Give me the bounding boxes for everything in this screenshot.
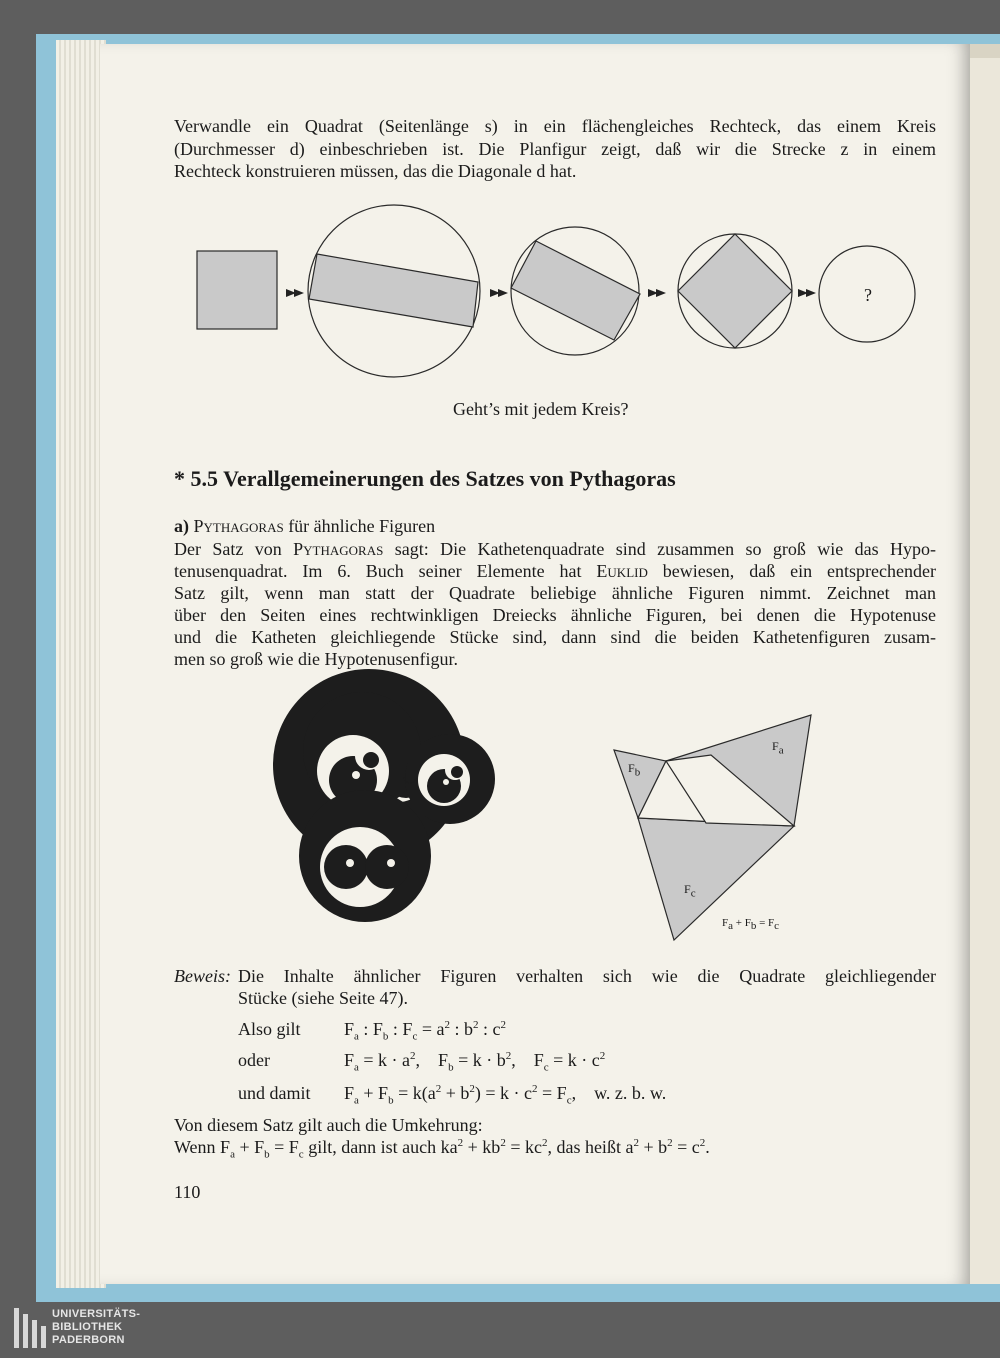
subsection-rest: für ähnliche Figuren [283,516,436,536]
converse-line-2: Wenn $F_a + F_b = F_c$ gilt, dann ist auch $ka^2 + kb^2 = kc^2$, das heißt $a^2 + b^2 = c^2$. [174,1137,710,1161]
para-line-2: tenusenquadrat. Im 6. Buch seiner Elemente hat Euklid bewiesen, daß ein entsprechender [174,561,936,581]
page-edges [56,40,106,1288]
logo-line-1: UNIVERSITÄTS- [52,1308,141,1320]
figure-equation: $F_a + F_b = F_c$ [722,917,780,933]
formula-ratio: $F_a$ : $F_b$ : $F_c = a^2$ : $b^2$ : $c^2$ [344,1019,506,1043]
page-number: 110 [174,1182,201,1202]
formula-sum: $F_a + F_b = k(a^2 + b^2) = k \cdot c^2 = F_c$, w. z. b. w. [344,1083,667,1107]
proof-label: Beweis: [174,966,231,986]
para-line-4: über den Seiten eines rechtwinkligen Dreiecks ähnliche Figuren, bei denen die Hypotenuse [174,605,936,625]
logo-line-2: BIBLIOTHEK [52,1321,123,1333]
subsection-marker: a) [174,516,189,536]
intro-line-2: (Durchmesser d) einbeschrieben ist. Die Planfigur zeigt, daß wir die Strecke z in einem [174,139,936,159]
proof-line-2: Stücke (siehe Seite 47). [238,988,408,1008]
name-pythagoras: Pythagoras [293,539,384,559]
section-heading: * 5.5 Verallgemeinerungen des Satzes von Pythagoras [174,466,676,491]
label-fc: $F_c$ [684,882,696,900]
name-pythagoras: Pythagoras [193,516,284,536]
question-mark: ? [864,285,872,305]
intro-line-3: Rechteck konstruieren müssen, das die Diagonale d hat. [174,161,577,181]
para-line-6: men so groß wie die Hypotenusenfigur. [174,649,458,669]
library-logo [14,1308,214,1352]
name-euklid: Euklid [596,561,648,581]
also-gilt-label: Also gilt [238,1019,301,1039]
para-line-1: Der Satz von Pythagoras sagt: Die Kathetenquadrate sind zusammen so groß wie das Hypo- [174,539,936,559]
book-page [100,44,970,1284]
oder-label: oder [238,1050,270,1070]
proof-line-1: Die Inhalte ähnlicher Figuren verhalten sich wie die Quadrate gleichliegender [238,966,936,986]
formula-proportional: $F_a = k \cdot a^2$, $F_b = k \cdot b^2$, $F_c = k \cdot c^2$ [344,1050,606,1074]
para-line-3: Satz gilt, wenn man statt der Quadrate beliebige ähnliche Figuren nimmt. Zeichnet man [174,583,936,603]
para-line-5: und die Katheten gleichliegende Stücke sind, dann sind die beiden Kathetenfiguren zusam- [174,627,936,647]
next-page-edge [968,44,1000,1284]
similar-figures-diagram [100,44,970,964]
label-fa: $F_a$ [772,739,784,757]
wzbw: w. z. b. w. [594,1083,667,1103]
label-fb: $F_b$ [628,761,641,779]
und-damit-label: und damit [238,1083,311,1103]
converse-line-1: Von diesem Satz gilt auch die Umkehrung: [174,1115,483,1135]
figure-caption: Geht’s mit jedem Kreis? [453,399,629,419]
intro-line-1: Verwandle ein Quadrat (Seitenlänge s) in ein flächengleiches Rechteck, das einem Kreis [174,116,936,136]
logo-line-3: PADERBORN [52,1334,125,1346]
